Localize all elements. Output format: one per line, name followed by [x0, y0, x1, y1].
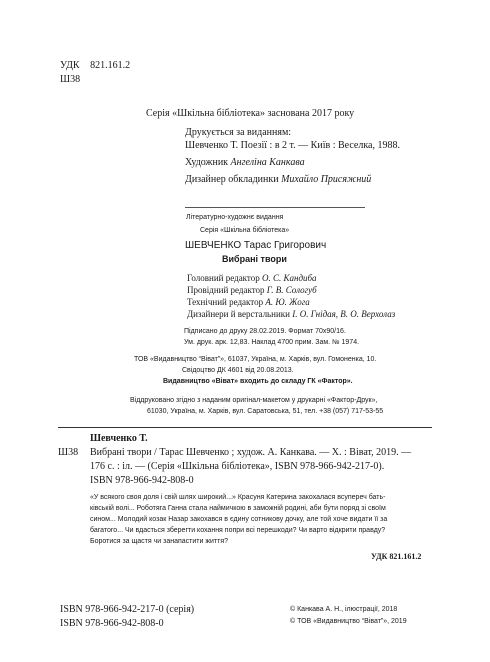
udk-line	[60, 60, 130, 71]
udk-label: УДК	[60, 60, 80, 71]
catalog-line-1: Вибрані твори / Тарас Шевченко ; худож. А. Канкава. — Х. : Віват, 2019. —	[90, 447, 412, 458]
print-info-1: Ум. друк. арк. 12,83. Наклад 4700 прим. Зам. № 1974.	[184, 339, 360, 346]
series-short: Серія «Шкільна бібліотека»	[200, 227, 290, 234]
book-title: Вибрані твори	[222, 254, 287, 264]
illustrator-role: Художник	[185, 157, 229, 168]
copyright-publisher: © ТОВ «Видавництво “Віват”», 2019	[290, 618, 407, 625]
annotation-3: багатого... Чи вдасться зберегти кохання попри всі перешкоди? Чи варто відкрити правду?	[90, 527, 386, 534]
illustrator-name: Ангеліна Канкава	[230, 157, 305, 168]
editor-line-2: Технічний редактор А. Ю. Жога	[187, 297, 310, 307]
printed-by-edition: Шевченко Т. Поезії : в 2 т. — Київ : Веселка, 1988.	[185, 140, 400, 151]
divider-top	[185, 207, 365, 208]
divider-main	[58, 427, 432, 428]
annotation-4: Боротися за щастя чи занапастити життя?	[90, 538, 229, 545]
catalog-bbk: Ш38	[58, 447, 79, 458]
printing-house-1: 61030, Україна, м. Харків, вул. Саратовська, 51, тел. +38 (057) 717-53-55	[147, 408, 384, 415]
illustrator-line	[185, 157, 305, 168]
annotation-2: сином... Молодий козак Назар закохався в єдину сотникову дочку, але той хоче видати її за	[90, 516, 388, 523]
author-name: ШЕВЧЕНКО Тарас Григорович	[185, 240, 327, 251]
catalog-author: Шевченко Т.	[90, 433, 148, 444]
editor-line-3: Дизайнери й верстальники І. О. Гнідая, В. О. Верхолаз	[187, 309, 396, 319]
editor-line-0: Головний редактор О. С. Кандиба	[187, 273, 317, 283]
isbn-book: ISBN 978-966-942-808-0	[60, 618, 164, 629]
printing-house-0: Віддруковано згідно з наданим оригінал-макетом у друкарні «Фактор-Друк»,	[130, 397, 378, 404]
series-founded: Серія «Шкільна бібліотека» заснована 2017 року	[146, 108, 355, 119]
printed-by-edition-label: Друкується за виданням:	[185, 127, 292, 138]
copyright-illustrations: © Канкава А. Н., ілюстрації, 2018	[290, 606, 398, 613]
cover-designer-line	[185, 174, 371, 185]
editor-line-1: Провідний редактор Г. В. Сологуб	[187, 285, 317, 295]
isbn-series: ISBN 978-966-942-217-0 (серія)	[60, 604, 195, 615]
annotation-1: ківській волі... Роботяга Ганна стала наймичкою в заможній родині, аби бути поряд зі своїм	[90, 505, 386, 512]
print-info-0: Підписано до друку 28.02.2019. Формат 70х90/16.	[184, 328, 346, 335]
publisher-info-0: ТОВ «Видавництво “Віват”», 61037, Україна, м. Харків, вул. Гомоненка, 10.	[134, 356, 377, 363]
annotation-0: «У всякого своя доля і свій шлях широкий...» Красуня Катерина закохалася всупереч бать-	[90, 494, 386, 501]
publisher-group: Видавництво «Віват» входить до складу ГК «Фактор».	[163, 378, 353, 385]
bbk-code: Ш38	[60, 74, 81, 85]
cover-designer-name: Михайло Присяжний	[281, 174, 372, 185]
udk-code: 821.161.2	[90, 60, 131, 71]
cover-designer-role: Дизайнер обкладинки	[185, 174, 279, 185]
catalog-line-2: 176 с. : іл. — (Серія «Шкільна бібліотека», ISBN 978-966-942-217-0).	[90, 461, 385, 472]
catalog-isbn: ISBN 978-966-942-808-0	[90, 475, 194, 486]
genre: Літературно-художнє видання	[186, 214, 284, 221]
publisher-info-1: Свідоцтво ДК 4601 від 20.08.2013.	[182, 367, 294, 374]
udk-bottom: УДК 821.161.2	[371, 552, 422, 561]
